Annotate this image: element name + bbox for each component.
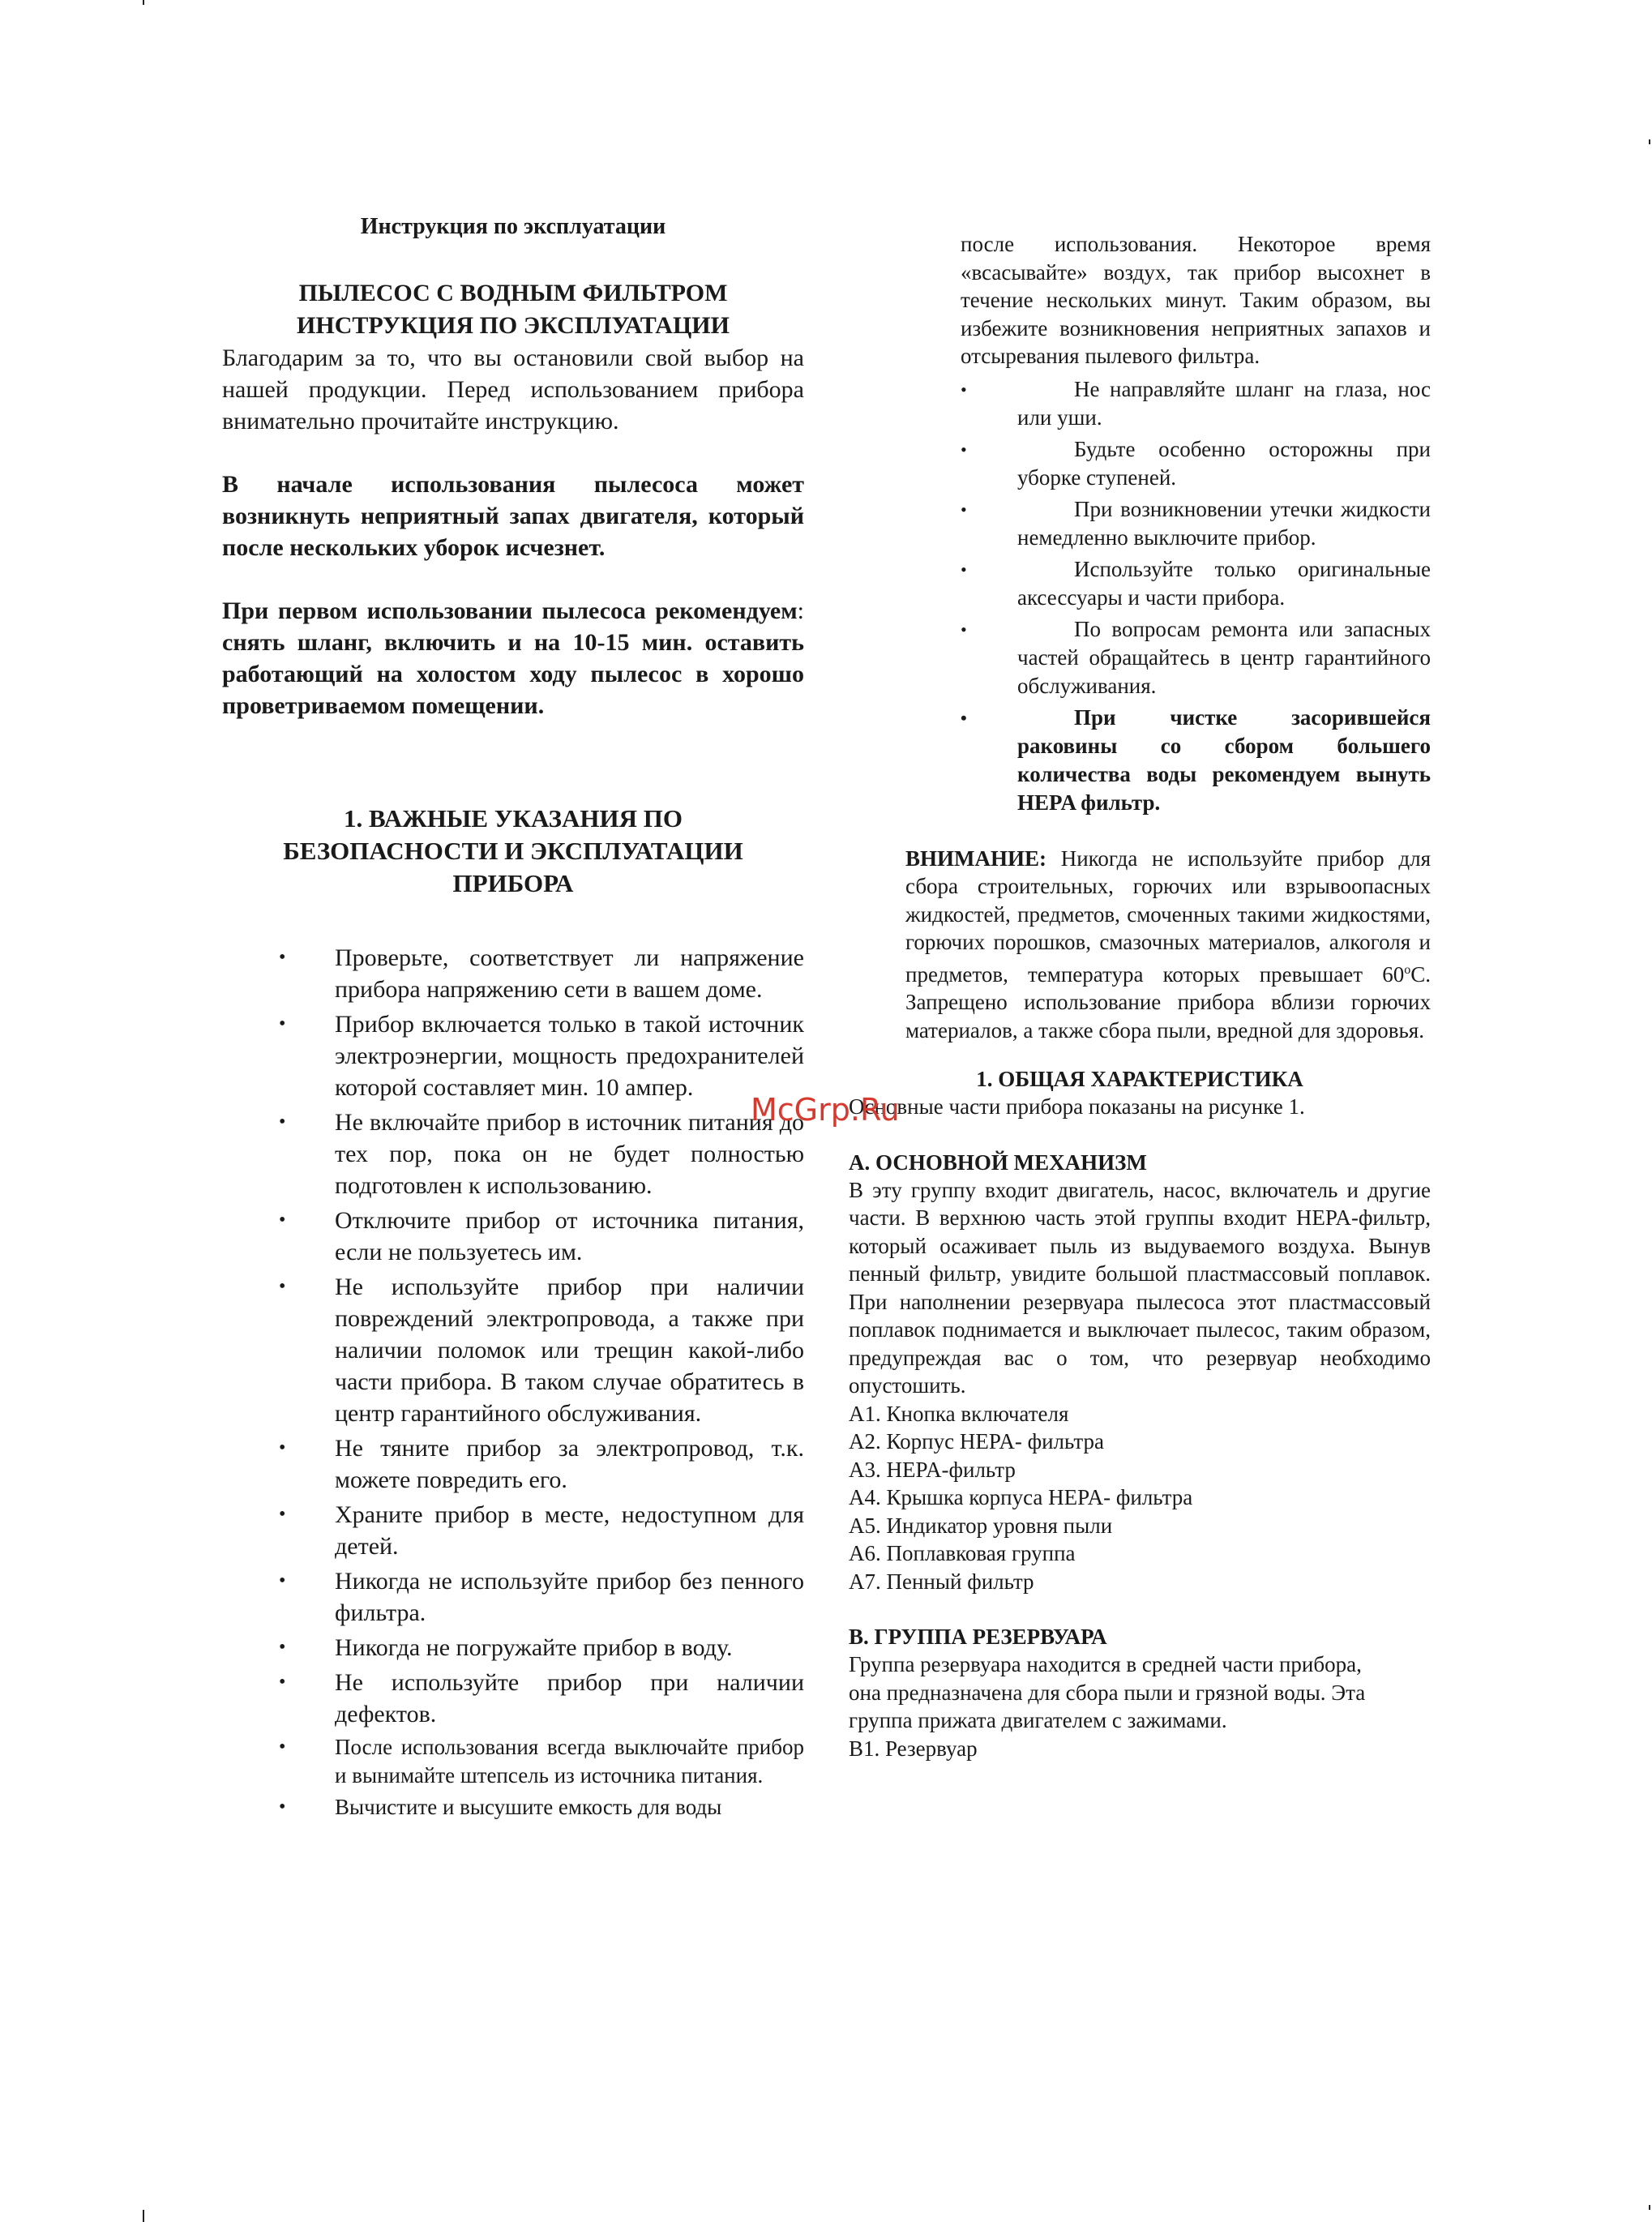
safety-item (222, 1499, 804, 1562)
part-item: А5. Индикатор уровня пыли (849, 1513, 1113, 1538)
bullet-icon: • (961, 707, 967, 728)
safety-item (222, 1008, 804, 1103)
safety-item-text: Вычистите и высушите емкость для воды (335, 1795, 722, 1819)
safety-item (961, 555, 1431, 612)
crop-mark-top-left (143, 0, 144, 5)
watermark: McGrp.Ru (751, 1092, 900, 1128)
section-b-parts (849, 1735, 1431, 1763)
safety-item-text: При чистке засорившейся раковины со сбором большего количества воды рекомендуем вынуть HEPA фильтр. (1017, 704, 1431, 815)
bullet-icon: • (961, 559, 967, 580)
safety-item-text: Проверьте, соответствует ли напряжение прибора напряжению сети в вашем доме. (335, 944, 804, 1003)
bullet-icon: • (279, 1570, 286, 1591)
safety-item-text: Не тяните прибор за электропровод, т.к. можете повредить его. (335, 1435, 804, 1493)
note-first-use-a: При первом использовании пылесоса рекомендуем (222, 597, 798, 624)
safety-item-text: Храните прибор в месте, недоступном для детей. (335, 1501, 804, 1560)
part-item: А6. Поплавковая группа (849, 1541, 1076, 1565)
crop-mark-bottom-left (143, 2210, 144, 2222)
safety-item-text: Не используйте прибор при наличии повреждений электропровода, а также при наличии поломок или трещин какой-либо части прибора. В таком случае обратитесь в центр гарантийного обслуживания. (335, 1274, 804, 1427)
safety-item (222, 1432, 804, 1496)
safety-item (961, 435, 1431, 492)
safety-item (222, 1271, 804, 1429)
safety-item (222, 1565, 804, 1629)
main-title-line1: ПЫЛЕСОС С ВОДНЫМ ФИЛЬТРОМ (298, 280, 728, 306)
safety-item (222, 1793, 804, 1822)
safety-item (222, 1632, 804, 1663)
attention-label: ВНИМАНИЕ: (905, 846, 1046, 871)
safety-list-continued (961, 375, 1431, 817)
attention-paragraph (905, 845, 1431, 1045)
part-item: А7. Пенный фильтр (849, 1569, 1034, 1594)
safety-item-text: По вопросам ремонта или запасных частей обращайтесь в центр гарантийного обслуживания. (1017, 616, 1431, 698)
section-a-title: А. ОСНОВНОЙ МЕХАНИЗМ (849, 1150, 1147, 1175)
safety-item (961, 375, 1431, 432)
bullet-icon: • (279, 1736, 286, 1757)
safety-item (961, 615, 1431, 700)
bullet-icon: • (279, 1672, 286, 1693)
part-item: А4. Крышка корпуса HEPA- фильтра (849, 1485, 1193, 1509)
safety-item-text: Не направляйте шланг на глаза, нос или уши. (1017, 376, 1431, 430)
safety-item-text: Не используйте прибор при наличии дефектов. (335, 1669, 804, 1728)
safety-item-text: После использования всегда выключайте прибор и вынимайте штепсель из источника питания. (335, 1735, 804, 1787)
safety-item-text: Будьте особенно осторожны при уборке ступеней. (1017, 436, 1431, 490)
safety-item-text: Не включайте прибор в источник питания до тех пор, пока он не будет полностью подготовлен к использованию. (335, 1109, 804, 1199)
right-bullet-block (961, 230, 1431, 817)
safety-item-text: Прибор включается только в такой источник электроэнергии, мощность предохранителей которой составляет мин. 10 ампер. (335, 1011, 804, 1101)
bullet-icon: • (279, 1796, 286, 1817)
section-b-title: В. ГРУППА РЕЗЕРВУАРА (849, 1625, 1107, 1649)
part-item: А3. HEPA-фильтр (849, 1457, 1016, 1482)
note-first-use-colon: : (797, 597, 804, 624)
note-first-use (222, 595, 804, 721)
bullet-icon: • (279, 947, 286, 968)
safety-item-text: Используйте только оригинальные аксессуары и части прибора. (1017, 556, 1431, 610)
bullet-icon: • (279, 1209, 286, 1231)
safety-item (222, 1667, 804, 1730)
bullet-icon: • (279, 1276, 286, 1297)
bullet-icon: • (279, 1111, 286, 1132)
section-a-text: В эту группу входит двигатель, насос, включатель и другие части. В верхнюю часть этой группы входит HEPA-фильтр, который осаживает пыль из выдуваемого воздуха. Вынув пенный фильтр, увидите большой пластмассовый поплавок. При наполнении резервуара пылесоса этот пластмассовый поплавок поднимается и выключает пылесос, таким образом, предупреждая вас о том, что резервуар необходимо опустошить. (849, 1177, 1431, 1398)
bullet-icon: • (279, 1013, 286, 1034)
safety-item (222, 1733, 804, 1790)
doc-title: Инструкция по эксплуатации (360, 214, 666, 239)
bullet-icon: • (279, 1504, 286, 1525)
left-column (222, 212, 804, 1825)
crop-mark-right-top (1649, 139, 1650, 144)
safety-item-bold (961, 704, 1431, 817)
bullet-icon: • (961, 439, 967, 460)
bullet-icon: • (279, 1637, 286, 1658)
attention-text-a: Никогда не используйте прибор для сбора строительных, горючих или взрывоопасных жидкостей, предметов, смоченных такими жидкостями, горючих порошков, смазочных материалов, алкоголя и предметов, температура которых превышает 60 (905, 846, 1431, 987)
bullet-icon: • (961, 379, 967, 400)
attention-text-b: С. Запрещено использование прибора вблизи горючих материалов, а также сбора пыли, вредной для здоровья. (905, 961, 1431, 1042)
safety-item-text: При возникновении утечки жидкости немедленно выключите прибор. (1017, 496, 1431, 550)
section-b-text: Группа резервуара находится в средней части прибора, она предназначена для сбора пыли и грязной воды. Эта группа прижата двигателем с зажимами. (849, 1652, 1366, 1732)
bullet-icon: • (279, 1437, 286, 1458)
right-column (849, 230, 1431, 1762)
intro-paragraph: Благодарим за то, что вы остановили свой выбор на нашей продукции. Перед использованием прибора внимательно прочитайте инструкцию. (222, 345, 804, 435)
crop-mark-right-bottom (1649, 2205, 1650, 2210)
safety-item-text: Никогда не используйте прибор без пенного фильтра. (335, 1568, 804, 1626)
safety-item-text: Отключите прибор от источника питания, если не пользуетесь им. (335, 1207, 804, 1265)
degree-sign: o (1404, 962, 1411, 977)
safety-item (222, 1205, 804, 1268)
safety-item (222, 942, 804, 1005)
general-text: Основные части прибора показаны на рисунке 1. (849, 1094, 1305, 1119)
note-first-use-b: снять шланг, включить и на 10-15 мин. оставить работающий на холостом ходу пылесос в хорошо проветриваемом помещении. (222, 629, 804, 719)
general-title: 1. ОБЩАЯ ХАРАКТЕРИСТИКА (976, 1067, 1303, 1091)
bullet-icon: • (961, 619, 967, 640)
section-a-parts (849, 1400, 1431, 1596)
main-title (222, 277, 804, 342)
part-item: А2. Корпус HEPA- фильтра (849, 1429, 1104, 1454)
safety-list (222, 942, 804, 1822)
section-safety-title: 1. ВАЖНЫЕ УКАЗАНИЯ ПО БЕЗОПАСНОСТИ И ЭКСПЛУАТАЦИИ ПРИБОРА (283, 804, 743, 897)
part-item: В1. Резервуар (849, 1736, 978, 1761)
bullet-icon: • (961, 499, 967, 520)
note-smell: В начале использования пылесоса может возникнуть неприятный запах двигателя, который после нескольких уборок исчезнет. (222, 471, 804, 561)
safety-item-text: Никогда не погружайте прибор в воду. (335, 1634, 733, 1661)
safety-item (961, 495, 1431, 552)
part-item: А1. Кнопка включателя (849, 1401, 1069, 1426)
main-title-line2: ИНСТРУКЦИЯ ПО ЭКСПЛУАТАЦИИ (297, 312, 730, 339)
continuation-paragraph: после использования. Некоторое время «всасывайте» воздух, так прибор высохнет в течение нескольких минут. Таким образом, вы избежите возникновения неприятных запахов и отсыревания пылевого фильтра. (961, 232, 1431, 368)
safety-item (222, 1107, 804, 1201)
